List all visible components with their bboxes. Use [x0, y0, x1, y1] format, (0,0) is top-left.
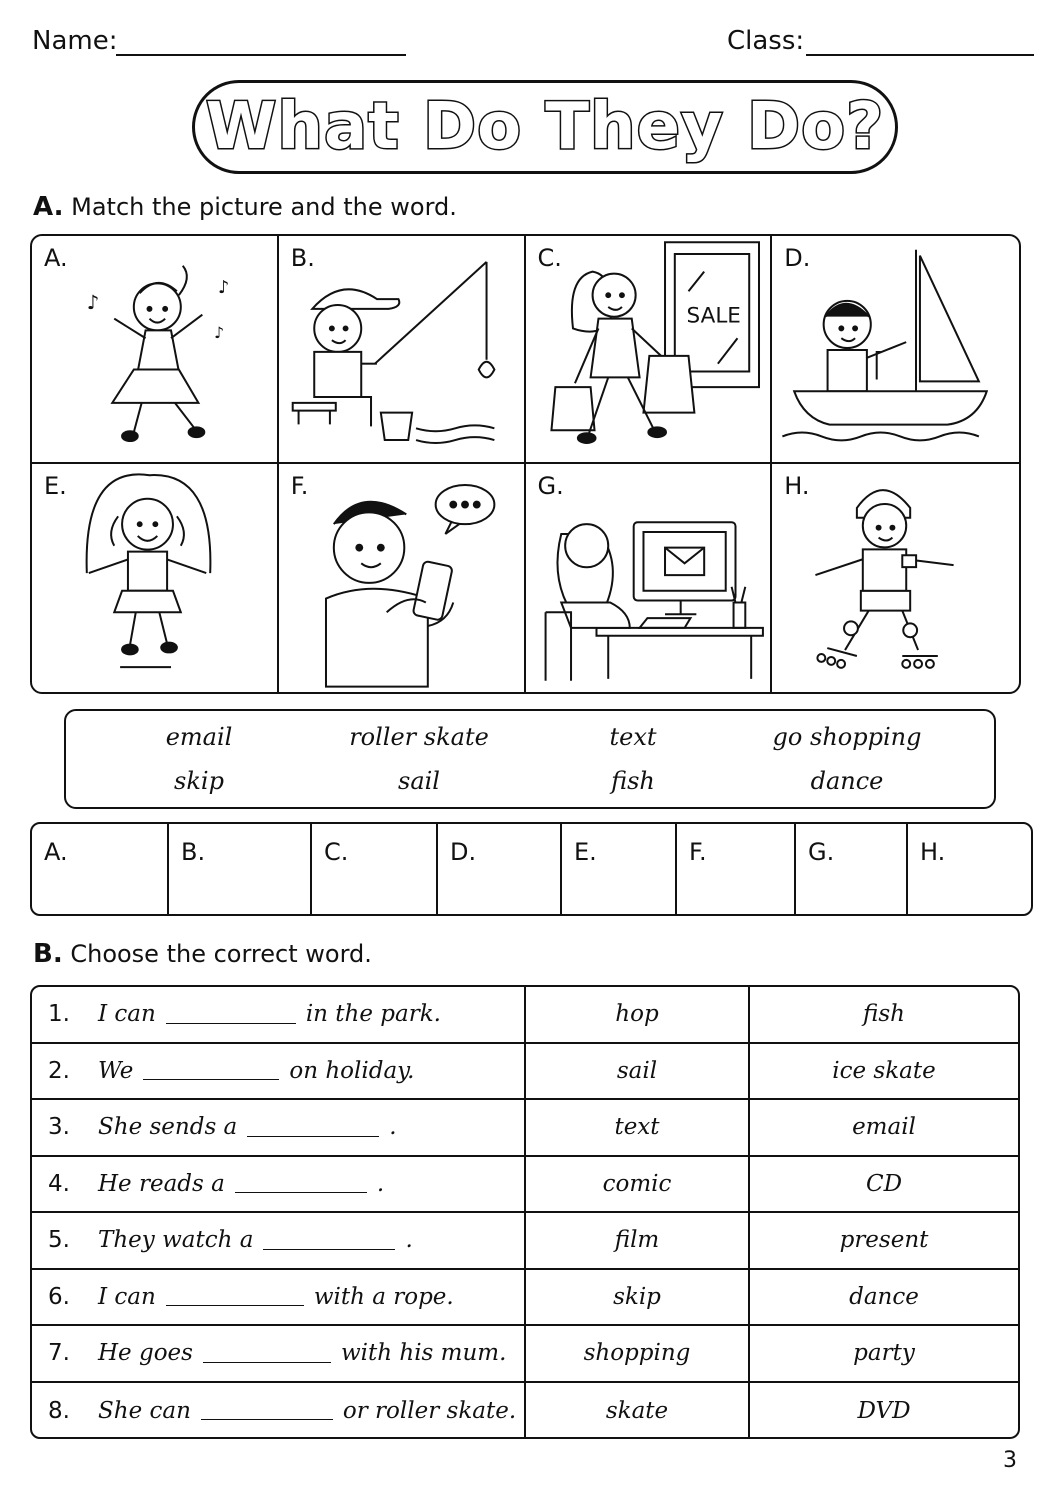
option-1[interactable]: hop: [526, 987, 750, 1042]
sentence-cell: [32, 1044, 526, 1099]
sentence-cell: [32, 1326, 526, 1381]
sentence-end: on holiday.: [289, 1057, 415, 1084]
girl-skipping-icon: [32, 464, 277, 692]
option-1[interactable]: sail: [526, 1044, 750, 1099]
word-bank-item: roller skate: [349, 723, 489, 751]
row-number: 1.: [48, 1001, 70, 1028]
option-1[interactable]: film: [526, 1213, 750, 1268]
choose-word-table: [30, 985, 1020, 1439]
answer-blank[interactable]: [203, 1344, 331, 1363]
answer-blank[interactable]: [235, 1174, 367, 1193]
sentence-cell: [32, 1270, 526, 1325]
sentence-end: with his mum.: [340, 1340, 507, 1367]
word-bank: [64, 709, 996, 809]
page-number: 3: [1003, 1448, 1017, 1473]
svg-text:♪: ♪: [214, 323, 225, 343]
answer-cell-e[interactable]: [562, 824, 677, 914]
sentence-cell: [32, 1213, 526, 1268]
picture-label: E.: [44, 472, 67, 500]
table-row: [32, 1383, 1018, 1440]
answer-label: H.: [920, 838, 946, 866]
row-number: 4.: [48, 1170, 70, 1197]
answer-cell-c[interactable]: [312, 824, 438, 914]
option-2[interactable]: present: [839, 1227, 929, 1254]
section-a-heading: [33, 192, 457, 222]
option-2[interactable]: fish: [863, 1001, 905, 1028]
picture-cell-f: [279, 464, 526, 692]
name-label: Name:: [32, 26, 118, 56]
boy-texting-icon: [279, 464, 524, 692]
table-row: [32, 1270, 1018, 1327]
sentence-start: He goes: [98, 1340, 193, 1367]
option-2[interactable]: ice skate: [832, 1057, 936, 1084]
table-row: [32, 1157, 1018, 1214]
section-b-letter: B.: [33, 939, 63, 969]
table-row: [32, 1044, 1018, 1101]
picture-label: F.: [290, 472, 309, 500]
boy-fishing-icon: [279, 236, 524, 462]
title-banner: [192, 80, 898, 174]
answer-label: A.: [44, 838, 68, 866]
sentence-start: We: [98, 1057, 134, 1084]
sentence-start: He reads a: [98, 1170, 225, 1197]
svg-text:♪: ♪: [218, 278, 230, 299]
option-1[interactable]: shopping: [526, 1326, 750, 1381]
word-bank-item: go shopping: [772, 723, 922, 751]
picture-grid: [30, 234, 1021, 694]
word-bank-item: skip: [174, 767, 224, 795]
table-row: [32, 1326, 1018, 1383]
class-field[interactable]: [806, 54, 1034, 56]
sentence-end: with a rope.: [313, 1283, 454, 1310]
class-label: Class:: [727, 26, 805, 56]
picture-cell-d: [772, 236, 1019, 464]
option-1[interactable]: comic: [526, 1157, 750, 1212]
woman-shopping-icon: [526, 236, 771, 462]
answer-blank[interactable]: [247, 1118, 379, 1137]
picture-cell-c: [526, 236, 773, 464]
answer-cell-f[interactable]: [677, 824, 796, 914]
option-2[interactable]: dance: [849, 1283, 919, 1310]
word-bank-item: text: [609, 723, 657, 751]
sentence-end: in the park.: [305, 1001, 441, 1028]
row-number: 3.: [48, 1114, 70, 1141]
option-1[interactable]: text: [526, 1100, 750, 1155]
sentence-end: or roller skate.: [342, 1397, 517, 1424]
sentence-cell: [32, 1100, 526, 1155]
option-2[interactable]: DVD: [857, 1397, 911, 1424]
row-number: 5.: [48, 1227, 70, 1254]
answer-label: G.: [808, 838, 835, 866]
option-1[interactable]: skip: [526, 1270, 750, 1325]
word-bank-item: fish: [611, 767, 655, 795]
answer-blank[interactable]: [166, 1005, 296, 1024]
svg-text:♪: ♪: [86, 290, 100, 314]
word-bank-item: email: [165, 723, 233, 751]
answer-blank[interactable]: [166, 1287, 304, 1306]
boy-roller-skating-icon: [772, 464, 1019, 692]
option-2[interactable]: email: [852, 1114, 916, 1141]
picture-label: C.: [537, 244, 562, 272]
row-number: 7.: [48, 1340, 70, 1367]
picture-cell-e: [32, 464, 279, 692]
section-a-letter: A.: [33, 192, 64, 222]
option-1[interactable]: skate: [526, 1383, 750, 1440]
name-field[interactable]: [116, 54, 406, 56]
sentence-end: .: [389, 1114, 397, 1141]
answer-blank[interactable]: [143, 1061, 279, 1080]
sentence-start: She can: [98, 1397, 191, 1424]
answer-cell-a[interactable]: [32, 824, 169, 914]
answer-label: B.: [181, 838, 206, 866]
sentence-start: They watch a: [98, 1227, 254, 1254]
sentence-start: I can: [98, 1001, 156, 1028]
answer-blank[interactable]: [201, 1401, 333, 1420]
answer-label: C.: [324, 838, 349, 866]
picture-label: H.: [784, 472, 810, 500]
table-row: [32, 987, 1018, 1044]
sentence-start: She sends a: [98, 1114, 238, 1141]
section-a-instruction: Match the picture and the word.: [71, 193, 457, 221]
word-bank-item: dance: [810, 767, 884, 795]
answer-cell-g[interactable]: [796, 824, 908, 914]
row-number: 2.: [48, 1057, 70, 1084]
answer-cell-d[interactable]: [438, 824, 562, 914]
picture-label: D.: [784, 244, 811, 272]
answer-cell-h[interactable]: [908, 824, 1031, 914]
sentence-end: .: [376, 1170, 385, 1197]
answer-cell-b[interactable]: [169, 824, 312, 914]
sentence-start: I can: [98, 1283, 156, 1310]
picture-label: G.: [537, 472, 564, 500]
sentence-end: .: [405, 1227, 413, 1254]
page-title: What Do They Do?: [205, 90, 885, 164]
picture-cell-h: [772, 464, 1019, 692]
row-number: 8.: [48, 1397, 70, 1424]
answer-label: F.: [689, 838, 707, 866]
table-row: [32, 1213, 1018, 1270]
table-row: [32, 1100, 1018, 1157]
picture-cell-g: [526, 464, 773, 692]
boy-sailing-icon: [772, 236, 1019, 462]
sentence-cell: [32, 987, 526, 1042]
answer-label: E.: [574, 838, 597, 866]
word-bank-item: sail: [398, 767, 440, 795]
picture-cell-a: [32, 236, 279, 464]
answer-blank[interactable]: [263, 1231, 395, 1250]
row-number: 6.: [48, 1283, 70, 1310]
answer-row: [30, 822, 1033, 916]
sale-sign: SALE: [686, 303, 741, 329]
section-b-heading: [33, 939, 372, 969]
picture-cell-b: [279, 236, 526, 464]
picture-label: B.: [290, 244, 315, 272]
sentence-cell: [32, 1383, 526, 1440]
option-2[interactable]: party: [853, 1340, 915, 1367]
girl-emailing-icon: [526, 464, 771, 692]
answer-label: D.: [450, 838, 477, 866]
section-b-instruction: Choose the correct word.: [70, 940, 372, 968]
sentence-cell: [32, 1157, 526, 1212]
option-2[interactable]: CD: [865, 1170, 903, 1197]
girl-dancing-icon: [32, 236, 277, 462]
picture-label: A.: [44, 244, 68, 272]
